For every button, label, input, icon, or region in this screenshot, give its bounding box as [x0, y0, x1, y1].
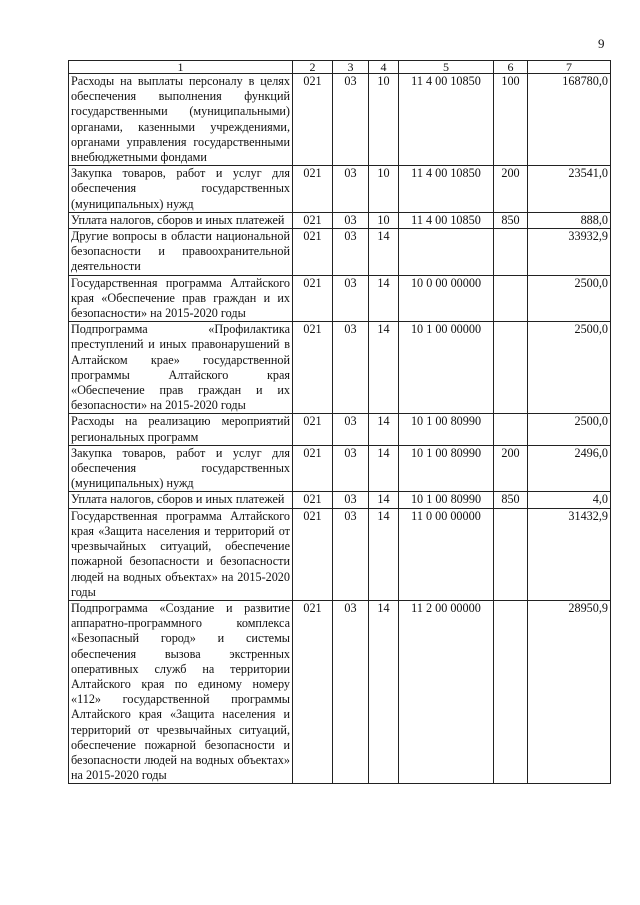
row-amount: 2496,0 — [528, 445, 611, 492]
row-type: 100 — [494, 74, 528, 166]
row-name: Закупка товаров, работ и услуг для обеспечения государственных (муниципальных) нужд — [69, 166, 293, 213]
row-subsection: 10 — [369, 212, 399, 228]
row-type — [494, 322, 528, 414]
header-col-4: 4 — [369, 61, 399, 74]
row-code: 021 — [293, 275, 333, 322]
row-target: 11 4 00 10850 — [399, 74, 494, 166]
row-subsection: 14 — [369, 414, 399, 445]
row-type: 850 — [494, 212, 528, 228]
row-code: 021 — [293, 74, 333, 166]
row-subsection: 14 — [369, 492, 399, 508]
row-type: 200 — [494, 166, 528, 213]
header-col-7: 7 — [528, 61, 611, 74]
table-row — [69, 212, 611, 228]
row-name: Уплата налогов, сборов и иных платежей — [69, 212, 293, 228]
row-section: 03 — [333, 322, 369, 414]
header-col-2: 2 — [293, 61, 333, 74]
row-amount: 23541,0 — [528, 166, 611, 213]
row-type — [494, 414, 528, 445]
row-amount: 4,0 — [528, 492, 611, 508]
row-name: Государственная программа Алтайского края «Обеспечение прав граждан и их безопасности» на 2015-2020 годы — [69, 275, 293, 322]
row-section: 03 — [333, 414, 369, 445]
row-target — [399, 229, 494, 276]
row-amount: 33932,9 — [528, 229, 611, 276]
row-section: 03 — [333, 508, 369, 600]
row-code: 021 — [293, 445, 333, 492]
table-row — [69, 229, 611, 276]
row-name: Расходы на выплаты персоналу в целях обеспечения выполнения функций государственными (муниципальными) органами, казенными учреждениями, органами управления государственными внебюджетными фондами — [69, 74, 293, 166]
header-col-1: 1 — [69, 61, 293, 74]
row-code: 021 — [293, 229, 333, 276]
table-row — [69, 492, 611, 508]
table-row — [69, 166, 611, 213]
header-row — [69, 61, 611, 74]
row-code: 021 — [293, 414, 333, 445]
row-target: 11 2 00 00000 — [399, 600, 494, 783]
row-section: 03 — [333, 492, 369, 508]
row-code: 021 — [293, 212, 333, 228]
table-row — [69, 414, 611, 445]
row-name: Закупка товаров, работ и услуг для обеспечения государственных (муниципальных) нужд — [69, 445, 293, 492]
row-target: 10 1 00 80990 — [399, 492, 494, 508]
row-section: 03 — [333, 74, 369, 166]
table-row — [69, 322, 611, 414]
row-target: 11 0 00 00000 — [399, 508, 494, 600]
row-amount: 28950,9 — [528, 600, 611, 783]
header-col-5: 5 — [399, 61, 494, 74]
row-amount: 31432,9 — [528, 508, 611, 600]
row-amount: 888,0 — [528, 212, 611, 228]
page-number: 9 — [598, 36, 605, 51]
row-target: 10 1 00 80990 — [399, 445, 494, 492]
row-subsection: 14 — [369, 229, 399, 276]
row-type: 200 — [494, 445, 528, 492]
budget-table — [68, 60, 611, 784]
row-type: 850 — [494, 492, 528, 508]
row-amount: 2500,0 — [528, 414, 611, 445]
row-name: Подпрограмма «Создание и развитие аппаратно-программного комплекса «Безопасный город» и системы обеспечения вызова экстренных оперативных служб на территории Алтайского края по единому номеру «112» государственной программы Алтайского края «Защита населения и территорий от чрезвычайных ситуаций, обеспечение пожарной безопасности и безопасности людей на водных объектах» на 2015-2020 годы — [69, 600, 293, 783]
table-row — [69, 508, 611, 600]
row-section: 03 — [333, 445, 369, 492]
row-section: 03 — [333, 275, 369, 322]
row-code: 021 — [293, 508, 333, 600]
row-subsection: 14 — [369, 508, 399, 600]
row-subsection: 14 — [369, 445, 399, 492]
header-col-6: 6 — [494, 61, 528, 74]
row-section: 03 — [333, 600, 369, 783]
row-subsection: 14 — [369, 600, 399, 783]
row-name: Государственная программа Алтайского края «Защита населения и территорий от чрезвычайных ситуаций, обеспечение пожарной безопасности и безопасности людей на водных объектах» на 2015-2020 годы — [69, 508, 293, 600]
row-section: 03 — [333, 166, 369, 213]
row-name: Расходы на реализацию мероприятий региональных программ — [69, 414, 293, 445]
row-type — [494, 229, 528, 276]
row-section: 03 — [333, 212, 369, 228]
row-name: Другие вопросы в области национальной безопасности и правоохранительной деятельности — [69, 229, 293, 276]
row-code: 021 — [293, 322, 333, 414]
row-name: Подпрограмма «Профилактика преступлений и иных правонарушений в Алтайском крае» государственной программы Алтайского края «Обеспечение прав граждан и их безопасности» на 2015-2020 годы — [69, 322, 293, 414]
row-amount: 168780,0 — [528, 74, 611, 166]
row-subsection: 10 — [369, 166, 399, 213]
row-type — [494, 508, 528, 600]
row-amount: 2500,0 — [528, 322, 611, 414]
table-row — [69, 275, 611, 322]
row-target: 10 0 00 00000 — [399, 275, 494, 322]
row-type — [494, 600, 528, 783]
row-subsection: 14 — [369, 275, 399, 322]
table-row — [69, 600, 611, 783]
table-row — [69, 445, 611, 492]
row-target: 10 1 00 00000 — [399, 322, 494, 414]
row-target: 11 4 00 10850 — [399, 166, 494, 213]
row-target: 11 4 00 10850 — [399, 212, 494, 228]
row-amount: 2500,0 — [528, 275, 611, 322]
row-subsection: 14 — [369, 322, 399, 414]
row-code: 021 — [293, 600, 333, 783]
row-type — [494, 275, 528, 322]
row-code: 021 — [293, 492, 333, 508]
row-subsection: 10 — [369, 74, 399, 166]
header-col-3: 3 — [333, 61, 369, 74]
row-code: 021 — [293, 166, 333, 213]
row-target: 10 1 00 80990 — [399, 414, 494, 445]
row-section: 03 — [333, 229, 369, 276]
table-row — [69, 74, 611, 166]
row-name: Уплата налогов, сборов и иных платежей — [69, 492, 293, 508]
